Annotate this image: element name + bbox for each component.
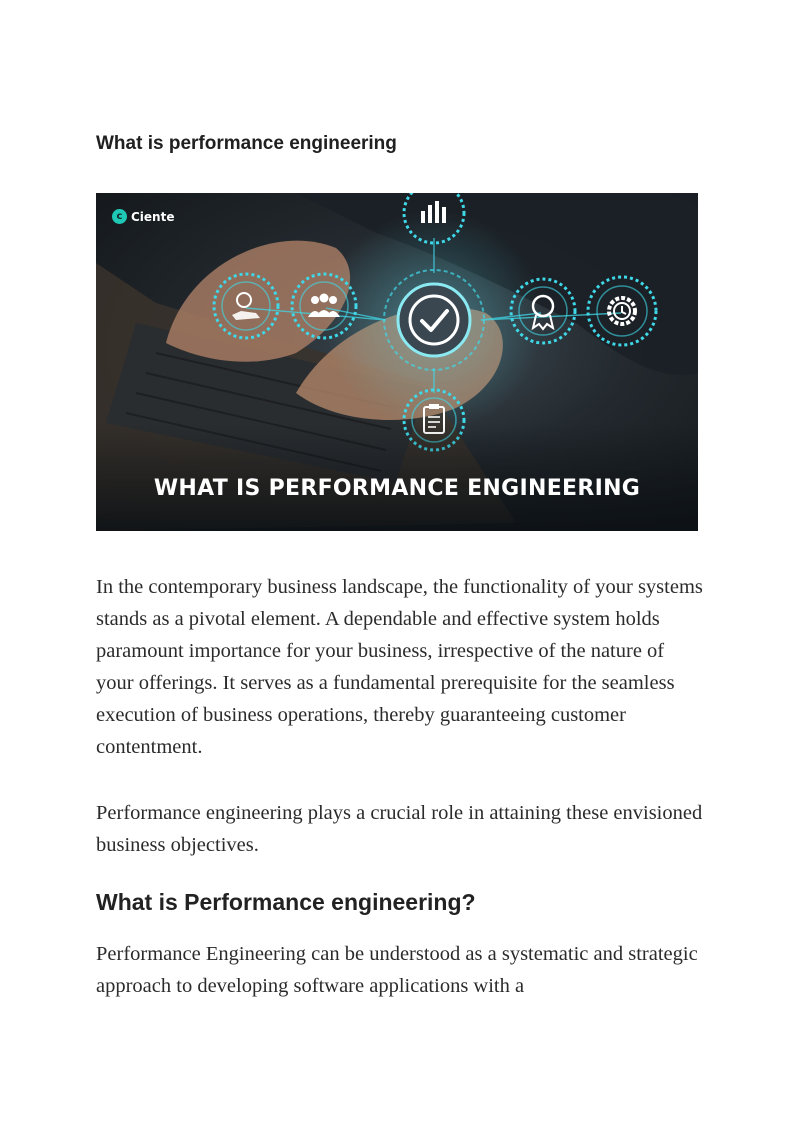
banner-caption: WHAT IS PERFORMANCE ENGINEERING — [153, 476, 641, 501]
page-title: What is performance engineering — [96, 133, 397, 154]
objectives-paragraph: Performance engineering plays a crucial role in attaining these envisioned business objectives. — [96, 802, 703, 856]
ciente-logo-icon: c — [112, 209, 127, 224]
intro-paragraph: In the contemporary business landscape, the functionality of your systems stands as a pivotal element. A dependable and effective system holds paramount importance for your business, irrespective of the nature of your offerings. It serves as a fundamental prerequisite for the seamless execution of business operations, thereby guaranteeing customer contentment. — [96, 576, 703, 758]
definition-paragraph: Performance Engineering can be understood as a systematic and strategic approach to developing software applications with a — [96, 943, 698, 997]
section-heading: What is Performance engineering? — [96, 889, 476, 915]
banner-image — [96, 193, 698, 531]
ciente-logo-text: Ciente — [131, 209, 175, 224]
ciente-logo — [112, 209, 174, 224]
